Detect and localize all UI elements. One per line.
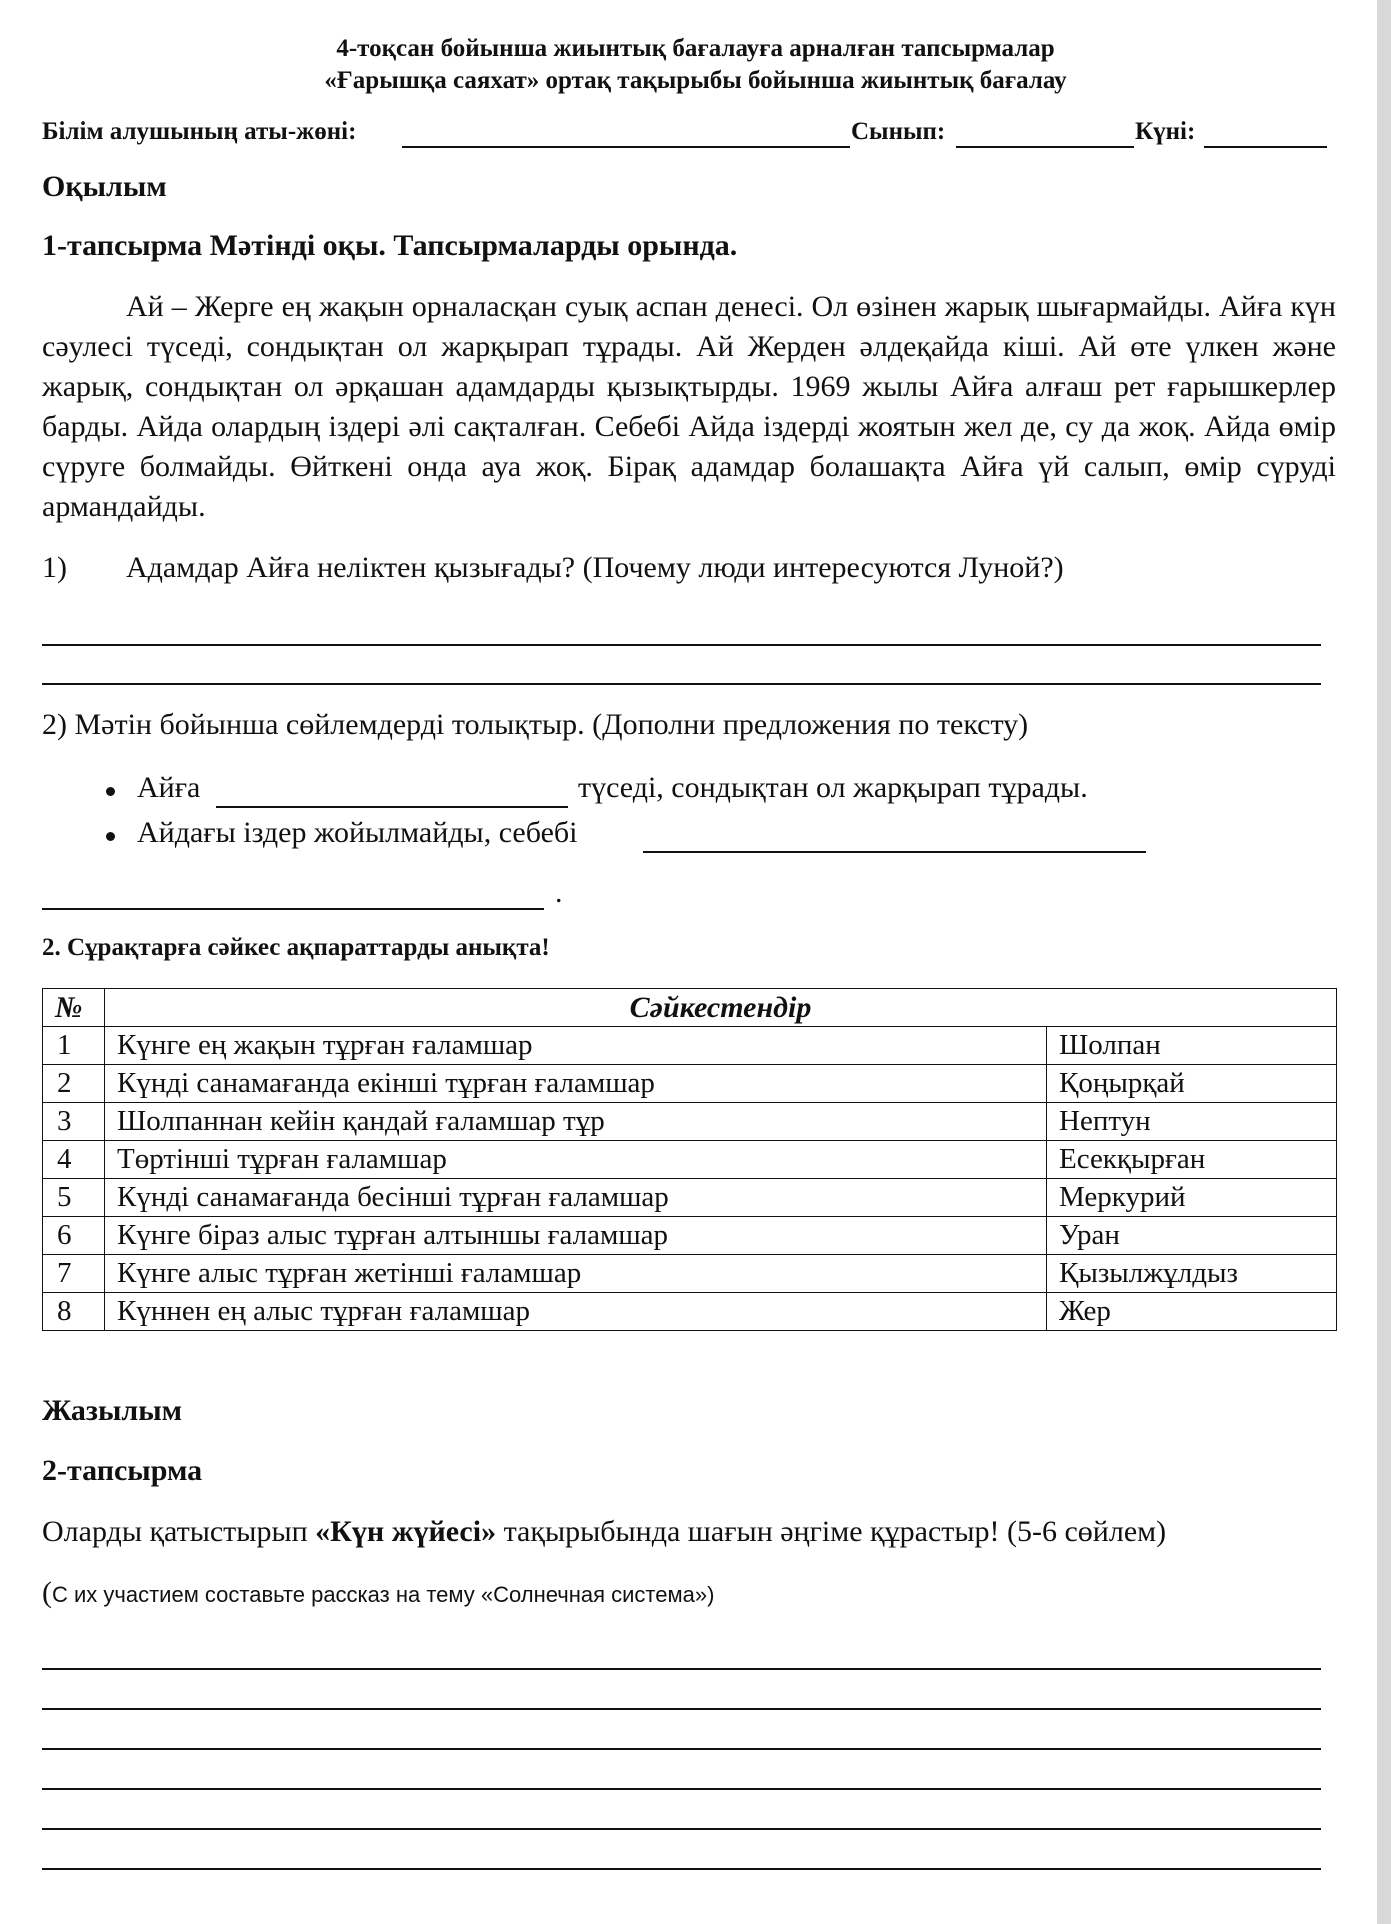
bullet-2-start: Айдағы іздер жойылмайды, себебі xyxy=(137,816,578,849)
table-row xyxy=(43,1141,1337,1179)
page-edge xyxy=(1377,0,1391,1924)
bullet-1-start: Айға xyxy=(137,771,201,804)
table-row xyxy=(43,1293,1337,1331)
matching-title: 2. Сұрақтарға сәйкес ақпараттарды анықта! xyxy=(42,934,550,961)
answer-line-1[interactable] xyxy=(42,644,1321,646)
task2-title: 2-тапсырма xyxy=(42,1454,203,1487)
task2-instruction xyxy=(42,1515,1166,1549)
writing-line-6[interactable] xyxy=(42,1868,1321,1870)
date-label: Күні: xyxy=(1135,118,1196,145)
writing-line-4[interactable] xyxy=(42,1788,1321,1790)
matching-table xyxy=(42,988,1337,1331)
column-number-header: № xyxy=(43,989,105,1027)
instruction-part-1: Оларды қатыстырып xyxy=(42,1515,316,1548)
reading-heading: Оқылым xyxy=(42,170,167,203)
russian-instruction: С их участием составьте рассказ на тему «Солнечная система») xyxy=(52,1582,715,1607)
row-question: Шолпаннан кейін қандай ғаламшар тұр xyxy=(105,1103,1047,1141)
paren-open: ( xyxy=(42,1576,52,1609)
row-question: Күнге ең жақын тұрған ғаламшар xyxy=(105,1027,1047,1065)
task2-russian-note xyxy=(42,1576,714,1610)
row-number: 4 xyxy=(43,1141,105,1179)
row-question: Күнге алыс тұрған жетінші ғаламшар xyxy=(105,1255,1047,1293)
row-question: Күнге біраз алыс тұрған алтыншы ғаламшар xyxy=(105,1217,1047,1255)
writing-line-3[interactable] xyxy=(42,1748,1321,1750)
table-header-row xyxy=(43,989,1337,1027)
row-answer: Нептун xyxy=(1047,1103,1337,1141)
row-number: 3 xyxy=(43,1103,105,1141)
row-question: Күнді санамағанда екінші тұрған ғаламшар xyxy=(105,1065,1047,1103)
row-question: Күнді санамағанда бесінші тұрған ғаламшар xyxy=(105,1179,1047,1217)
table-row xyxy=(43,1255,1337,1293)
instruction-part-2: тақырыбында шағын әңгіме құрастыр! (5-6 сөйлем) xyxy=(496,1515,1167,1548)
header-line-2: «Ғарышқа саяхат» ортақ тақырыбы бойынша жиынтық бағалау xyxy=(324,67,1067,94)
row-number: 1 xyxy=(43,1027,105,1065)
row-number: 2 xyxy=(43,1065,105,1103)
row-answer: Уран xyxy=(1047,1217,1337,1255)
table-row xyxy=(43,1179,1337,1217)
class-label: Сынып: xyxy=(851,118,946,145)
table-row xyxy=(43,1027,1337,1065)
class-blank[interactable] xyxy=(956,146,1134,148)
reading-text: Ай – Жерге ең жақын орналасқан суық аспан денесі. Ол өзінен жарық шығармайды. Айға күн сәулесі түседі, сондықтан ол жарқырап тұрады. Ай Жерден әлдеқайда кіші. Ай өте үлкен және жарық, сондықтан ол әрқашан адамдарды қызықтырды. 1969 жылы Айға алғаш рет ғарышкерлер барды. Айда олардың іздері әлі сақталған. Себебі Айда іздерді жоятын жел де, су да жоқ. Айда өмір сүруге болмайды. Өйткені онда ауа жоқ. Бірақ адамдар болашақта Айға үй салып, өмір сүруді армандайды. xyxy=(42,290,1336,523)
table-row xyxy=(43,1217,1337,1255)
writing-line-1[interactable] xyxy=(42,1668,1321,1670)
table-row xyxy=(43,1065,1337,1103)
row-number: 7 xyxy=(43,1255,105,1293)
bullet-1 xyxy=(106,787,115,796)
row-question: Төртінші тұрған ғаламшар xyxy=(105,1141,1047,1179)
question-2-text: 2) Мәтін бойынша сөйлемдерді толықтыр. (Дополни предложения по тексту) xyxy=(42,708,1029,741)
answer-line-2[interactable] xyxy=(42,683,1321,685)
instruction-topic: «Күн жүйесі» xyxy=(315,1515,497,1548)
bullet-1-blank[interactable] xyxy=(216,806,568,808)
bullet-2 xyxy=(106,832,115,841)
question-1-number: 1) xyxy=(42,551,67,584)
row-number: 6 xyxy=(43,1217,105,1255)
student-name-label: Білім алушының аты-жөні: xyxy=(42,118,357,145)
row-answer: Қоңырқай xyxy=(1047,1065,1337,1103)
header-line-1: 4-тоқсан бойынша жиынтық бағалауға арналған тапсырмалар xyxy=(336,35,1055,62)
question-1-text: Адамдар Айға неліктен қызығады? (Почему люди интересуются Луной?) xyxy=(126,551,1064,584)
row-answer: Есекқырған xyxy=(1047,1141,1337,1179)
end-dot: . xyxy=(555,876,563,909)
row-question: Күннен ең алыс тұрған ғаламшар xyxy=(105,1293,1047,1331)
writing-line-2[interactable] xyxy=(42,1708,1321,1710)
table-row xyxy=(43,1103,1337,1141)
row-answer: Жер xyxy=(1047,1293,1337,1331)
student-name-blank[interactable] xyxy=(402,146,850,148)
row-answer: Меркурий xyxy=(1047,1179,1337,1217)
date-blank[interactable] xyxy=(1204,146,1327,148)
bullet-1-end: түседі, сондықтан ол жарқырап тұрады. xyxy=(578,771,1088,804)
task1-title: 1-тапсырма Мәтінді оқы. Тапсырмаларды орында. xyxy=(42,229,738,262)
row-answer: Шолпан xyxy=(1047,1027,1337,1065)
column-match-header: Сәйкестендір xyxy=(105,989,1337,1027)
row-answer: Қызылжұлдыз xyxy=(1047,1255,1337,1293)
writing-line-5[interactable] xyxy=(42,1828,1321,1830)
bullet-2-blank[interactable] xyxy=(643,851,1146,853)
bullet-2-blank-continued[interactable] xyxy=(42,908,544,910)
row-number: 8 xyxy=(43,1293,105,1331)
row-number: 5 xyxy=(43,1179,105,1217)
writing-heading: Жазылым xyxy=(42,1394,183,1427)
